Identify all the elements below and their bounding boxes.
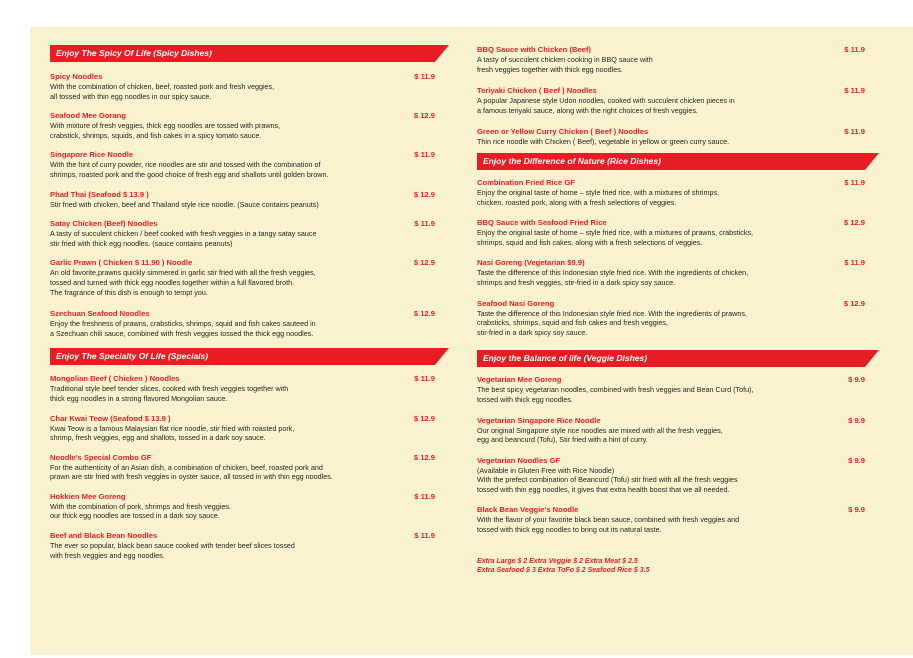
veggie-dishes-list [477,375,865,534]
menu-item-description: a Szechuan chili sauce, combined with fresh veggies tossed the thick egg noodles. [50,328,314,338]
menu-item [477,258,865,287]
menu-item-description: tossed and turned with thick egg noodles together within a full flavored broth. [50,277,295,287]
menu-item-name: BBQ Sauce with Chicken (Beef) [477,45,591,54]
section-banner-specials: Enjoy The Specialty Of Life (Specials) [50,348,435,365]
menu-item-description: fresh veggies together with thick egg noodles. [477,64,623,74]
menu-item [477,127,865,147]
menu-item-price: $ 12.9 [413,309,435,319]
menu-item-description: tossed with thin egg noodles, it gives that extra health boost that we all needed. [477,484,730,494]
menu-item-description: egg and beancurd (Tofu), Stir fried with a hint of curry. [477,435,648,445]
menu-item [50,111,435,140]
menu-page [30,27,913,655]
menu-item [477,456,865,495]
menu-item-description: Stir fried with chicken, beef and Thailand style rice noodle. (Sauce contains peanuts) [50,199,319,209]
menu-item-name: Combination Fried Rice GF [477,177,575,187]
menu-item [50,453,435,482]
menu-item-price: $ 11.9 [844,258,865,268]
menu-item [50,309,435,338]
menu-item [477,416,865,445]
menu-item-description: Kwai Teow is a famous Malaysian flat rice noodle, stir fried with roasted pork, [50,423,295,433]
menu-item-description: (Available in Gluten Free with Rice Noodle) [477,465,615,475]
menu-item-description: With mixture of fresh veggies, thick egg noodles are tossed with prawns, [50,121,281,131]
menu-item-description: all tossed with thin egg noodles in our spicy sauce. [50,91,212,101]
menu-item [50,72,435,101]
menu-item-name: Phad Thai (Seafood $ 13.9 ) [50,189,149,199]
menu-item-name: Hokkien Mee Goreng [50,491,126,501]
menu-item [50,374,435,403]
menu-item-name: Noodle's Special Combo GF [50,452,152,462]
menu-item-description: shrimp, fresh veggies, egg and shallots, tossed in a dark soy sauce. [50,433,266,443]
menu-item-price: $ 12.9 [413,111,435,121]
menu-item-price: $ 11.9 [844,127,865,137]
menu-item-name: BBQ Sauce with Seafood Fried Rice [477,218,607,228]
menu-item-description: A tasty of succulent chicken cooking in BBQ sauce with [477,55,653,64]
menu-item-price: $ 11.9 [844,177,865,187]
menu-item-name: Black Bean Veggie's Noodle [477,505,579,515]
menu-item-description: crabsticks, shrimps, squid and fish cakes and fresh veggies, [477,318,668,328]
menu-item-description: Enjoy the original taste of home – style fried rice, with a mixtures of prawns, crabsticks, [477,228,754,238]
menu-item-description: With the combination of pork, shrimps and fresh veggies. [50,501,231,511]
menu-item-price: $ 9.9 [848,455,865,465]
menu-item-description: With the prefect combination of Beancurd (Tofu) stir fried with all the fresh veggies [477,475,738,485]
noodles-continued-list [477,45,865,147]
menu-item-name: Garlic Prawn ( Chicken $ 11.90 ) Noodle [50,258,193,268]
menu-item-price: $ 12.9 [413,258,435,268]
menu-item-price: $ 9.9 [848,415,865,425]
menu-item-name: Vegetarian Singapore Rice Noodle [477,415,601,425]
menu-item-description: shrimps, roasted pork and the good choice of fresh egg and shallots until golden brown. [50,169,329,179]
menu-item-name: Mongolian Beef ( Chicken ) Noodles [50,374,180,384]
menu-item-description: shrimps, squid and fish cakes, along with a fresh selections of veggies. [477,237,703,247]
menu-item-description: The best spicy vegetarian noodles, combined with fresh veggies and Bean Curd (Tofu), [477,385,754,395]
menu-item-name: Singapore Rice Noodle [50,150,134,160]
menu-item [477,86,865,115]
menu-item-description: Traditional style beef tender slices, cooked with fresh veggies together with [50,384,289,394]
menu-item-price: $ 12.9 [413,189,435,199]
menu-item-price: $ 11.9 [414,374,435,384]
menu-item-name: Seafood Nasi Goreng [477,298,555,308]
menu-item-price: $ 11.9 [844,45,865,54]
menu-item-description: Our original Singapore style rice noodles are mixed with all the fresh veggies, [477,425,723,435]
menu-item [477,178,865,207]
rice-dishes-list [477,178,865,337]
specials-list [50,374,435,560]
spicy-dishes-list [50,72,435,338]
menu-item-name: Vegetarian Mee Goreng [477,375,562,385]
menu-item-description: With the combination of chicken, beef, roasted pork and fresh veggies, [50,82,275,91]
menu-item [477,375,865,404]
menu-item-description: crabstick, shrimps, squids, and fish cakes in a spicy tomato sauce. [50,130,262,140]
menu-item-name: Char Kwai Teow (Seafood $ 13.9 ) [50,413,171,423]
menu-item [477,218,865,247]
menu-item-price: $ 12.9 [413,452,435,462]
menu-item-description: Taste the difference of this Indonesian style fried rice. With the ingredients of chicken, [477,268,749,278]
menu-item-description: our thick egg noodles are tossed in a dark soy sauce. [50,511,220,521]
menu-item-description: stir-fried in a dark spicy soy sauce. [477,327,588,337]
menu-item-price: $ 11.9 [414,72,435,81]
menu-item-description: tossed with thick egg noodles to bring out its natural taste. [477,525,662,535]
section-banner-spicy: Enjoy The Spicy Of Life (Spicy Dishes) [50,45,435,62]
menu-item-description: A tasty of succulent chicken / beef cooked with fresh veggies in a tangy satay sauce [50,229,317,239]
menu-item-description: with fresh veggies and egg noodles. [50,550,165,560]
menu-item-description: An old favorite,prawns quickly simmered in garlic stir fried with all the fresh veggies, [50,268,316,278]
menu-item-description: For the authenticity of an Asian dish, a combination of chicken, beef, roasted pork and [50,462,323,472]
menu-item [50,190,435,210]
menu-item-description: tossed with thick egg noodles. [477,394,573,404]
menu-item-name: Vegetarian Noodles GF [477,455,561,465]
menu-item-price: $ 12.9 [413,413,435,423]
menu-item [50,219,435,248]
menu-item [50,414,435,443]
menu-item-name: Szechuan Seafood Noodles [50,309,150,319]
menu-item-price: $ 9.9 [848,505,865,515]
menu-item-price: $ 9.9 [848,375,865,385]
menu-item [50,492,435,521]
extras-note [477,557,865,575]
menu-item-price: $ 11.9 [414,219,435,229]
menu-item-name: Spicy Noodles [50,72,103,81]
menu-item-description: Enjoy the original taste of home – style fried rice, with a mixtures of shrimps, [477,187,720,197]
menu-item [477,299,865,338]
menu-item-price: $ 11.9 [414,150,435,160]
menu-item-description: Thin rice noodle with Chicken ( Beef), vegetable in yellow or green curry sauce. [477,137,730,147]
section-banner-veggie: Enjoy the Balance of life (Veggie Dishes) [477,350,865,367]
menu-item-price: $ 11.9 [844,86,865,96]
menu-item-description: shrimps and fresh veggies, stir-fried in a dark spicy soy sauce. [477,277,676,287]
extras-line: Extra Large $ 2 Extra Veggie $ 2 Extra Meat $ 2.5 [477,557,638,565]
menu-item-name: Teriyaki Chicken ( Beef ) Noodles [477,86,597,96]
left-column [50,27,435,560]
menu-item-price: $ 11.9 [414,491,435,501]
menu-item-description: Taste the difference of this Indonesian style fried rice. With the ingredients of prawns, [477,308,747,318]
menu-item-price: $ 12.9 [843,218,865,228]
menu-item-description: A popular Japanese style Udon noodles, cooked with succulent chicken pieces in [477,96,735,106]
extras-line: Extra Seafood $ 3 Extra ToFo $ 2 Seafood Rice $ 3.5 [477,566,650,574]
menu-item-description: With the hint of curry powder, rice noodles are stir and tossed with the combination of [50,160,321,170]
menu-item [50,531,435,560]
menu-item [50,258,435,297]
menu-item-description: The ever so popular, black bean sauce cooked with tender beef slices tossed [50,541,295,551]
menu-item-name: Satay Chicken (Beef) Noodles [50,219,158,229]
menu-item-price: $ 11.9 [414,531,435,541]
menu-item-description: stir fried with thick egg noodles. (sauce contains peanuts) [50,238,233,248]
right-column [477,27,865,575]
menu-item-description: With the flavor of your favorite black bean sauce, combined with fresh veggies and [477,515,740,525]
menu-item-description: Enjoy the freshness of prawns, crabsticks, shrimps, squid and fish cakes sauteed in [50,319,316,329]
menu-item [477,45,865,74]
section-banner-rice: Enjoy the Difference of Nature (Rice Dishes) [477,153,865,170]
menu-item-name: Nasi Goreng (Vegetarian $9.9) [477,258,585,268]
menu-item-name: Seafood Mee Gorang [50,111,126,121]
menu-item-description: The fragrance of this dish is enough to tempt you. [50,287,208,297]
menu-item-name: Beef and Black Bean Noodles [50,531,158,541]
menu-item-description: thick egg noodles in a strong flavored Mongolian sauce. [50,393,228,403]
menu-item-description: a famous teriyaki sauce, along with the right choices of fresh veggies. [477,105,698,115]
menu-item [477,505,865,534]
menu-item [50,150,435,179]
menu-item-name: Green or Yellow Curry Chicken ( Beef ) Noodles [477,127,649,137]
menu-item-description: chicken, roasted pork, along with a fresh selections of veggies. [477,197,677,207]
menu-item-description: prawn are stir fried with fresh veggies in oyster sauce, all tossed in with thin egg noodles. [50,472,333,482]
menu-item-price: $ 12.9 [843,298,865,308]
